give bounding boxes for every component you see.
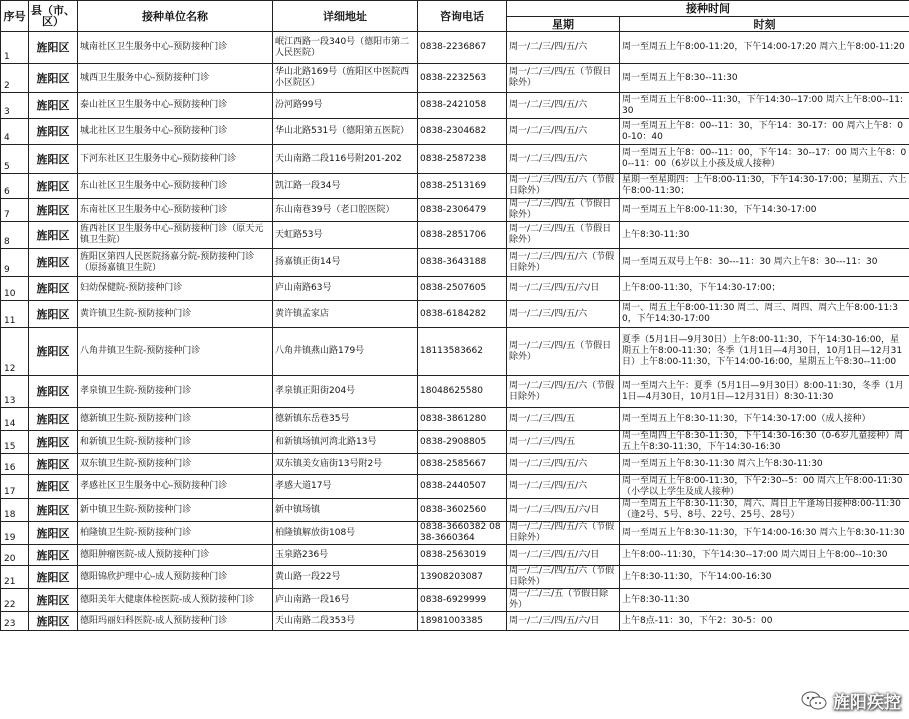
wechat-icon [801,691,827,711]
row-address: 华山北路169号（旌阳区中医院西小区院区） [273,64,418,93]
row-weekday: 周一/二/三/四/五/六 [507,119,620,145]
row-address: 岷江西路一段340号（德阳市第二人民医院） [273,32,418,64]
row-district: 旌阳区 [29,32,78,64]
row-weekday: 周一/二/三/四/五/六/日 [507,612,620,631]
row-time: 周一至周五上午8:00-11:20，下午14:00-17:20 周六上午8:00-11:20 [620,32,909,64]
row-unit-name: 孝泉镇卫生院-预防接种门诊 [78,376,273,408]
row-district: 旌阳区 [29,522,78,545]
row-time: 夏季（5月1日—9月30日）上午8:00-11:30，下午14:30-16:00，星期五上午8:00-11:30；冬季（1月1日—4月30日，10月1日—12月31日）上午8:00-11:30，下午14:00-16:00，星期五上午8:30--11:00 [620,328,909,376]
row-time: 周一至周四上午8:30-11:30，下午14:30-16:30（0-6岁儿童接种）周五上午8:30-11:30，下午14:30-16:30 [620,431,909,454]
row-phone: 0838-3861280 [418,408,507,431]
row-time: 周一至周六上午：夏季（5月1日—9月30日）8:00-11:30，冬季（1月1日—4月30日，10月1日—12月31日）8:30-11:30 [620,376,909,408]
row-weekday: 周一/二/三/四/五/六 [507,145,620,174]
table-row [1,64,909,93]
table-row [1,145,909,174]
row-index: 3 [1,93,29,119]
row-district: 旌阳区 [29,119,78,145]
table-row [1,328,909,376]
row-index: 19 [1,522,29,545]
row-time: 周一至周五上午8:30-11:30，下午14:00-16:30 周六上午8:30-11:30 [620,522,909,545]
table-row [1,522,909,545]
row-district: 旌阳区 [29,277,78,301]
row-phone: 0838-2585667 [418,454,507,475]
row-address: 凯江路一段34号 [273,174,418,199]
row-district: 旌阳区 [29,93,78,119]
row-time: 周一至周五上午8:30-11:30，下午14:30-17:00（成人接种） [620,408,909,431]
row-time: 周一至周五上午8:30-11:30 周六上午8:30-11:30 [620,454,909,475]
table-row [1,174,909,199]
row-index: 2 [1,64,29,93]
row-index: 18 [1,499,29,522]
table-row [1,566,909,589]
row-address: 天山南路二段116号附201-202 [273,145,418,174]
row-phone: 0838-2851706 [418,222,507,249]
row-unit-name: 孝感社区卫生服务中心-预防接种门诊 [78,475,273,499]
row-weekday: 周一/二/三/四/五/六 [507,454,620,475]
row-time: 周一至周五上午8:00--11:30，下午14:30--17:00 周六上午8:00--11:30 [620,93,909,119]
row-weekday: 周一/二/三/四/五/六（节假日除外） [507,566,620,589]
row-phone: 0838-3660382 0838-3660364 [418,522,507,545]
row-weekday: 周一/二/三/四/五（节假日除外） [507,222,620,249]
row-phone: 0838-2513169 [418,174,507,199]
row-address: 庐山南路63号 [273,277,418,301]
row-weekday: 周一/二/三/四/五/六（节假日除外） [507,522,620,545]
row-weekday: 周一/二/三/四/五/六/日 [507,499,620,522]
row-phone: 0838-3602560 [418,499,507,522]
row-phone: 18113583662 [418,328,507,376]
row-time: 上午8:00--11:30，下午14:30--17:00 周六周日上午8:00--10:30 [620,545,909,566]
table-row [1,249,909,277]
row-district: 旌阳区 [29,545,78,566]
row-phone: 0838-2236867 [418,32,507,64]
row-district: 旌阳区 [29,174,78,199]
row-phone: 0838-6929999 [418,589,507,612]
row-phone: 18981003385 [418,612,507,631]
row-phone: 0838-2587238 [418,145,507,174]
row-index: 23 [1,612,29,631]
row-index: 5 [1,145,29,174]
row-index: 14 [1,408,29,431]
row-address: 天山南路二段353号 [273,612,418,631]
row-weekday: 周一/二/三/五（节假日除外） [507,589,620,612]
row-address: 新中镇场镇 [273,499,418,522]
row-unit-name: 德阳锦欣护理中心-成人预防接种门诊 [78,566,273,589]
table-row [1,589,909,612]
watermark-text: 旌阳疾控 [833,693,901,713]
row-time: 上午8点-11：30，下午2：30-5：00 [620,612,909,631]
table-row [1,277,909,301]
header-district: 县（市、区） [29,1,78,32]
row-address: 东山南巷39号（老口腔医院） [273,199,418,222]
row-address: 八角井镇燕山路179号 [273,328,418,376]
row-time: 星期一至星期四：上午8:00-11:30，下午14:30-17:00；星期五、六上午8:00-11:30； [620,174,909,199]
header-index: 序号 [1,1,29,32]
row-time: 上午8:30-11:30 [620,589,909,612]
row-address: 华山北路531号（德阳第五医院） [273,119,418,145]
row-weekday: 周一/二/三/四/五/六 [507,475,620,499]
row-district: 旌阳区 [29,64,78,93]
row-address: 天虹路53号 [273,222,418,249]
row-time: 周一、周五上午8:00-11:30 周二、周三、周四、周六上午8:00-11:30，下午14:30-17:00 [620,301,909,328]
row-phone: 0838-2421058 [418,93,507,119]
row-weekday: 周一/二/三/四/五 [507,408,620,431]
row-phone: 0838-3643188 [418,249,507,277]
row-index: 1 [1,32,29,64]
row-index: 8 [1,222,29,249]
row-unit-name: 旌西社区卫生服务中心-预防接种门诊（原天元镇卫生院） [78,222,273,249]
row-district: 旌阳区 [29,612,78,631]
table-row [1,612,909,631]
row-weekday: 周一/二/三/四/五/六（节假日除外） [507,249,620,277]
row-weekday: 周一/二/三/四/五（节假日除外） [507,199,620,222]
row-phone: 0838-2507605 [418,277,507,301]
row-unit-name: 新中镇卫生院-预防接种门诊 [78,499,273,522]
row-index: 11 [1,301,29,328]
row-time: 上午8:30-11:30，下午14:00-16:30 [620,566,909,589]
table-row [1,431,909,454]
row-district: 旌阳区 [29,408,78,431]
row-phone: 0838-2908805 [418,431,507,454]
row-phone: 0838-2304682 [418,119,507,145]
row-address: 玉泉路236号 [273,545,418,566]
row-address: 双东镇美女庙街13号附2号 [273,454,418,475]
row-weekday: 周一/二/三/四/五/六（节假日除外） [507,376,620,408]
row-weekday: 周一/二/三/四/五/六（节假日除外） [507,174,620,199]
row-unit-name: 泰山社区卫生服务中心-预防接种门诊 [78,93,273,119]
row-district: 旌阳区 [29,589,78,612]
row-district: 旌阳区 [29,301,78,328]
row-address: 柏隆镇解放街108号 [273,522,418,545]
row-unit-name: 德阳肿瘤医院-成人预防接种门诊 [78,545,273,566]
row-address: 孝感大道17号 [273,475,418,499]
header-weekday: 星期 [507,17,620,32]
row-district: 旌阳区 [29,454,78,475]
row-unit-name: 下河东社区卫生服务中心-预防接种门诊 [78,145,273,174]
row-time: 周一至周五上午8：00--11：00，下午14：30--17：00 周六上午8：00--11：00（6岁以上小孩及成人接种） [620,145,909,174]
table-row [1,454,909,475]
row-district: 旌阳区 [29,145,78,174]
row-district: 旌阳区 [29,328,78,376]
row-weekday: 周一/二/三/四/五/六/日 [507,545,620,566]
table-row [1,93,909,119]
row-index: 13 [1,376,29,408]
row-address: 黄许镇孟家店 [273,301,418,328]
row-index: 7 [1,199,29,222]
row-address: 扬嘉镇正街14号 [273,249,418,277]
row-unit-name: 城西卫生服务中心-预防接种门诊 [78,64,273,93]
row-phone: 0838-2232563 [418,64,507,93]
row-index: 21 [1,566,29,589]
row-unit-name: 和新镇卫生院-预防接种门诊 [78,431,273,454]
row-index: 20 [1,545,29,566]
row-unit-name: 东山社区卫生服务中心-预防接种门诊 [78,174,273,199]
row-district: 旌阳区 [29,475,78,499]
table-row [1,499,909,522]
row-district: 旌阳区 [29,249,78,277]
table-row [1,222,909,249]
row-unit-name: 城南社区卫生服务中心-预防接种门诊 [78,32,273,64]
row-phone: 0838-2440507 [418,475,507,499]
row-weekday: 周一/二/三/四/五/六 [507,301,620,328]
row-unit-name: 旌阳区第四人民医院扬嘉分院-预防接种门诊（原扬嘉镇卫生院） [78,249,273,277]
table-body [1,32,909,631]
row-unit-name: 八角井镇卫生院-预防接种门诊 [78,328,273,376]
row-district: 旌阳区 [29,431,78,454]
row-time: 周一至周五双号上午8：30---11：30 周六上午8：30---11：30 [620,249,909,277]
row-phone: 0838-2306479 [418,199,507,222]
table-row [1,32,909,64]
row-weekday: 周一/二/三/四/五（节假日除外） [507,64,620,93]
row-address: 黄山路一段22号 [273,566,418,589]
row-index: 22 [1,589,29,612]
row-district: 旌阳区 [29,499,78,522]
row-district: 旌阳区 [29,199,78,222]
header-time: 时刻 [620,17,909,32]
row-address: 和新镇场镇河湾北路13号 [273,431,418,454]
row-time: 周一至周五上午8：00--11：30，下午14：30-17：00 周六上午8：00-10：40 [620,119,909,145]
row-index: 12 [1,328,29,376]
row-time: 周一至周五上午8:00-11:30，下午2:30--5：00 周六上午8:00-11:30（小学以上学生及成人接种） [620,475,909,499]
watermark [801,688,901,713]
row-index: 6 [1,174,29,199]
row-phone: 18048625580 [418,376,507,408]
row-time: 周一至周五上午8:30-11:30，周六、周日上午逢场日接种8:00-11:30（逢2号、5号、8号、22号、25号、28号） [620,499,909,522]
table-row [1,301,909,328]
row-weekday: 周一/二/三/四/五（节假日除外） [507,328,620,376]
row-district: 旌阳区 [29,566,78,589]
row-weekday: 周一/二/三/四/五/六 [507,93,620,119]
table-row [1,475,909,499]
table-row [1,545,909,566]
row-index: 15 [1,431,29,454]
row-weekday: 周一/二/三/四/五 [507,431,620,454]
row-time: 上午8:30-11:30 [620,222,909,249]
row-phone: 0838-6184282 [418,301,507,328]
header-schedule: 接种时间 [507,1,909,17]
row-unit-name: 德阳玛丽妇科医院-成人预防接种门诊 [78,612,273,631]
row-unit-name: 双东镇卫生院-预防接种门诊 [78,454,273,475]
row-address: 庐山南路一段16号 [273,589,418,612]
table-row [1,376,909,408]
row-phone: 13908203087 [418,566,507,589]
row-index: 10 [1,277,29,301]
table-row [1,199,909,222]
row-unit-name: 柏隆镇卫生院-预防接种门诊 [78,522,273,545]
row-index: 16 [1,454,29,475]
row-index: 4 [1,119,29,145]
table-row [1,119,909,145]
row-index: 9 [1,249,29,277]
row-time: 周一至周五上午8:00-11:30，下午14:30-17:00 [620,199,909,222]
row-unit-name: 德新镇卫生院-预防接种门诊 [78,408,273,431]
header-phone: 咨询电话 [418,1,507,32]
header-unit-name: 接种单位名称 [78,1,273,32]
row-district: 旌阳区 [29,222,78,249]
row-weekday: 周一/二/三/四/五/六 [507,32,620,64]
row-address: 孝泉镇正阳街204号 [273,376,418,408]
row-time: 上午8:00-11:30，下午14:30-17:00； [620,277,909,301]
row-index: 17 [1,475,29,499]
row-unit-name: 妇幼保健院-预防接种门诊 [78,277,273,301]
row-weekday: 周一/二/三/四/五/六/日 [507,277,620,301]
row-unit-name: 德阳美年大健康体检医院-成人预防接种门诊 [78,589,273,612]
header-address: 详细地址 [273,1,418,32]
row-unit-name: 东南社区卫生服务中心-预防接种门诊 [78,199,273,222]
table-row [1,408,909,431]
row-district: 旌阳区 [29,376,78,408]
row-time: 周一至周五上午8:30--11:30 [620,64,909,93]
row-address: 德新镇东岳巷35号 [273,408,418,431]
row-unit-name: 黄许镇卫生院-预防接种门诊 [78,301,273,328]
row-unit-name: 城北社区卫生服务中心-预防接种门诊 [78,119,273,145]
row-address: 汾河路99号 [273,93,418,119]
row-phone: 0838-2563019 [418,545,507,566]
